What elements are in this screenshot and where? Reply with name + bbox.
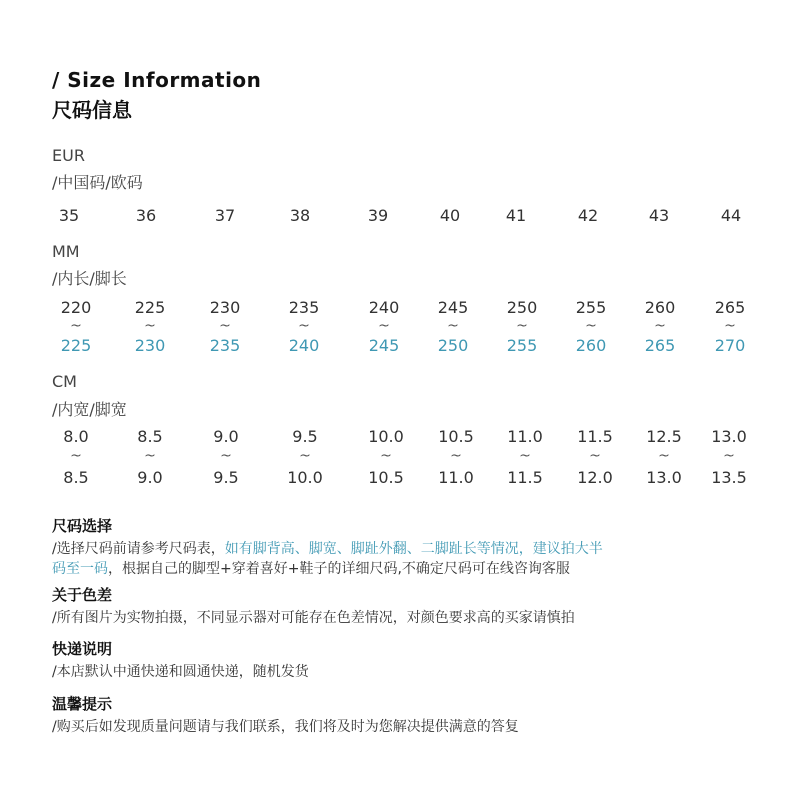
eur-label: EUR <box>52 146 85 165</box>
eur-value: 37 <box>214 206 236 225</box>
eur-sublabel: /中国码/欧码 <box>52 173 143 192</box>
size-choice-text: /选择尺码前请参考尺码表， <box>52 541 225 557</box>
page-title-zh: 尺码信息 <box>52 98 132 122</box>
cm-to-value: 11.0 <box>438 468 474 487</box>
mm-to-value: 245 <box>368 336 400 355</box>
eur-value: 35 <box>58 206 80 225</box>
eur-value: 41 <box>505 206 527 225</box>
range-separator: ~ <box>70 448 82 464</box>
eur-value: 43 <box>648 206 670 225</box>
eur-value: 44 <box>720 206 742 225</box>
eur-row <box>0 206 800 230</box>
delivery-heading: 快递说明 <box>52 640 113 658</box>
cm-from-value: 8.5 <box>137 427 163 446</box>
eur-value: 42 <box>577 206 599 225</box>
eur-value: 39 <box>367 206 389 225</box>
mm-to-value: 235 <box>209 336 241 355</box>
cm-to-value: 12.0 <box>577 468 613 487</box>
mm-to-value: 230 <box>134 336 166 355</box>
range-separator: ~ <box>519 448 531 464</box>
cm-to-value: 9.5 <box>213 468 239 487</box>
mm-to-value: 270 <box>714 336 746 355</box>
cm-from-value: 10.0 <box>368 427 404 446</box>
range-separator: ~ <box>298 318 310 334</box>
range-separator: ~ <box>378 318 390 334</box>
cm-to-row <box>0 468 800 492</box>
size-choice-text: ，根据自己的脚型+穿着喜好+鞋子的详细尺码,不确定尺码可在线咨询客服 <box>108 561 570 577</box>
delivery-text: /本店默认中通快递和圆通快递，随机发货 <box>52 664 309 680</box>
mm-to-value: 255 <box>506 336 538 355</box>
range-separator: ~ <box>654 318 666 334</box>
mm-from-value: 260 <box>644 298 676 317</box>
cm-from-value: 11.5 <box>577 427 613 446</box>
range-separator: ~ <box>299 448 311 464</box>
mm-from-value: 225 <box>134 298 166 317</box>
tips-text: /购买后如发现质量问题请与我们联系，我们将及时为您解决提供满意的答复 <box>52 719 519 735</box>
size-choice-heading: 尺码选择 <box>52 517 113 535</box>
mm-to-row <box>0 336 800 360</box>
range-separator: ~ <box>70 318 82 334</box>
tips-heading: 温馨提示 <box>52 695 113 713</box>
size-choice-highlight: 如有脚背高、脚宽、脚趾外翻、二脚趾长等情况，建议拍大半 <box>224 541 603 557</box>
eur-value: 38 <box>289 206 311 225</box>
mm-from-value: 255 <box>575 298 607 317</box>
range-separator: ~ <box>516 318 528 334</box>
cm-to-value: 11.5 <box>507 468 543 487</box>
range-separator: ~ <box>220 448 232 464</box>
cm-from-value: 12.5 <box>646 427 682 446</box>
range-separator: ~ <box>447 318 459 334</box>
range-separator: ~ <box>589 448 601 464</box>
cm-to-value: 13.0 <box>646 468 682 487</box>
mm-from-value: 230 <box>209 298 241 317</box>
cm-sublabel: /内宽/脚宽 <box>52 400 127 419</box>
mm-from-value: 240 <box>368 298 400 317</box>
range-separator: ~ <box>450 448 462 464</box>
mm-to-value: 265 <box>644 336 676 355</box>
cm-from-value: 9.0 <box>213 427 239 446</box>
mm-from-value: 235 <box>288 298 320 317</box>
cm-from-value: 8.0 <box>63 427 89 446</box>
range-separator: ~ <box>724 318 736 334</box>
page-title-en: / Size Information <box>52 68 262 92</box>
mm-from-value: 250 <box>506 298 538 317</box>
color-diff-heading: 关于色差 <box>52 586 113 604</box>
color-diff-text: /所有图片为实物拍摄，不同显示器对可能存在色差情况，对颜色要求高的买家请慎拍 <box>52 610 575 626</box>
mm-to-value: 225 <box>60 336 92 355</box>
cm-from-value: 10.5 <box>438 427 474 446</box>
range-separator: ~ <box>723 448 735 464</box>
cm-from-value: 9.5 <box>292 427 318 446</box>
cm-to-value: 9.0 <box>137 468 163 487</box>
cm-label: CM <box>52 372 77 391</box>
range-separator: ~ <box>219 318 231 334</box>
eur-value: 36 <box>135 206 157 225</box>
cm-from-value: 11.0 <box>507 427 543 446</box>
size-choice-highlight: 码至一码 <box>52 561 108 577</box>
cm-to-value: 10.5 <box>368 468 404 487</box>
range-separator: ~ <box>380 448 392 464</box>
mm-to-value: 260 <box>575 336 607 355</box>
range-separator: ~ <box>658 448 670 464</box>
mm-from-value: 220 <box>60 298 92 317</box>
mm-sublabel: /内长/脚长 <box>52 269 127 288</box>
mm-to-value: 240 <box>288 336 320 355</box>
size-choice-line-1 <box>52 538 603 558</box>
mm-from-value: 245 <box>437 298 469 317</box>
cm-from-value: 13.0 <box>711 427 747 446</box>
range-separator: ~ <box>585 318 597 334</box>
mm-from-value: 265 <box>714 298 746 317</box>
cm-to-value: 10.0 <box>287 468 323 487</box>
range-separator: ~ <box>144 448 156 464</box>
size-choice-line-2 <box>52 558 570 578</box>
cm-to-value: 8.5 <box>63 468 89 487</box>
mm-label: MM <box>52 242 80 261</box>
range-separator: ~ <box>144 318 156 334</box>
eur-value: 40 <box>439 206 461 225</box>
mm-to-value: 250 <box>437 336 469 355</box>
cm-to-value: 13.5 <box>711 468 747 487</box>
